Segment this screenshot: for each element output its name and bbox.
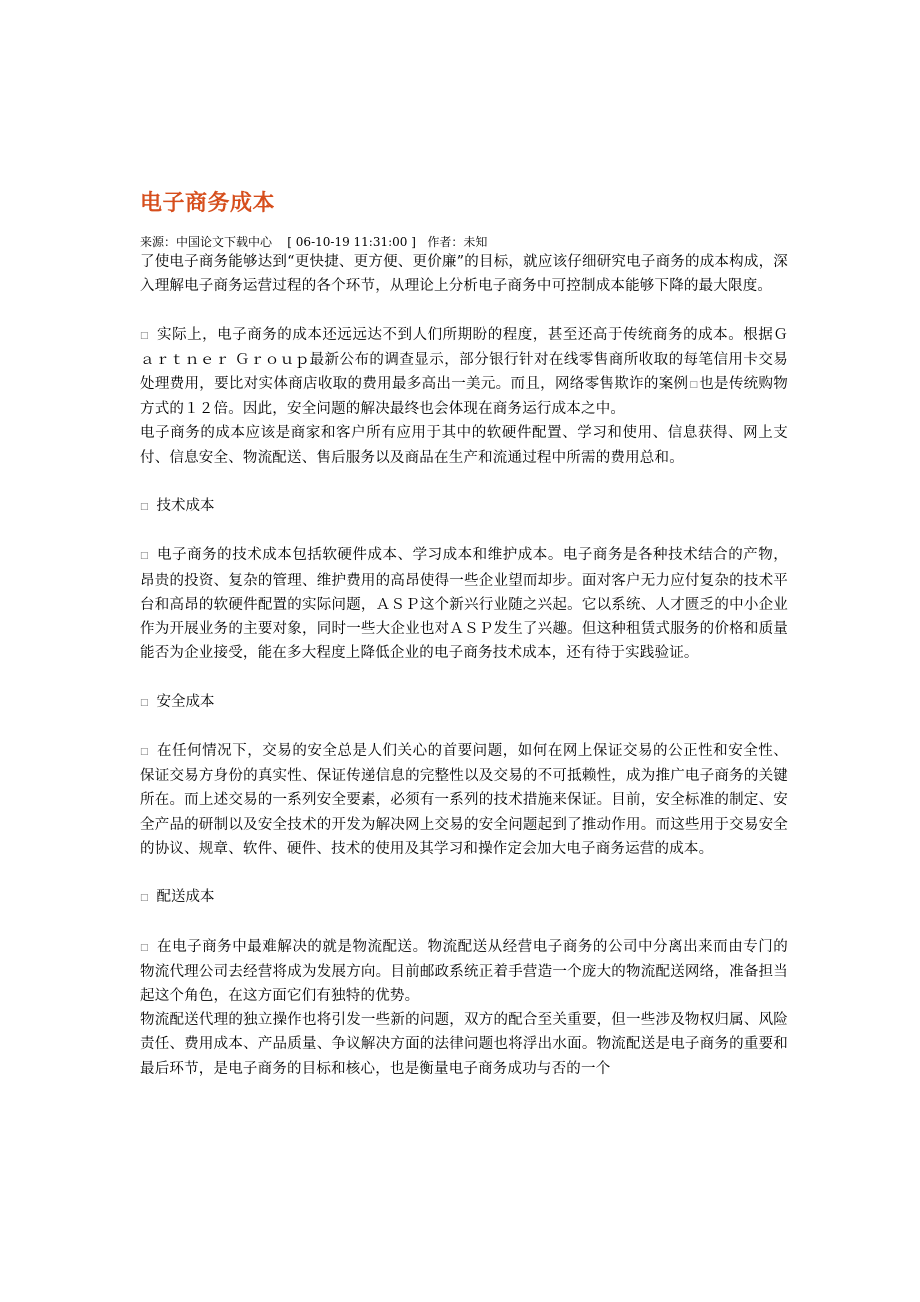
source-label: 来源： bbox=[140, 235, 177, 249]
paragraph-text: 在任何情况下，交易的安全总是人们关心的首要问题，如何在网上保证交易的公正性和安全性、保证交易方身份的真实性、保证传递信息的完整性以及交易的不可抵赖性，成为推广电子商务的关键所在。而上述交易的一系列安全要素，必须有一系列的技术措施来保证。目前，安全标准的制定、安全产品的研制以及安全技术的开发为解决网上交易的安全问题起到了推动作用。而这些用于交易安全的协议、规章、软件、硬件、技术的使用及其学习和操作定会加大电子商务运营的成本。 bbox=[140, 742, 788, 857]
section-heading-delivery bbox=[140, 885, 788, 910]
missing-glyph-icon: □ bbox=[140, 502, 149, 512]
article bbox=[140, 188, 788, 1081]
missing-glyph-icon: □ bbox=[140, 746, 149, 757]
paragraph-security-cost bbox=[140, 739, 788, 861]
section-heading-tech bbox=[140, 494, 788, 519]
author-name: 未知 bbox=[463, 235, 488, 249]
author-label: 作者： bbox=[427, 235, 464, 249]
missing-glyph-icon: □ bbox=[140, 942, 149, 953]
paragraph-cost-definition: 电子商务的成本应该是商家和客户所有应用于其中的软硬件配置、学习和使用、信息获得、网上支付、信息安全、物流配送、售后服务以及商品在生产和流通过程中所需的费用总和。 bbox=[140, 425, 788, 466]
paragraph-text: 电子商务的技术成本包括软硬件成本、学习成本和维护成本。电子商务是各种技术结合的产物，昂贵的投资、复杂的管理、维护费用的高昂使得一些企业望而却步。面对客户无力应付复杂的技术平台和高昂的软硬件配置的实际问题，ＡＳＰ这个新兴行业随之兴起。它以系统、人才匮乏的中小企业作为开展业务的主要对象，同时一些大企业也对ＡＳＰ发生了兴趣。但这种租赁式服务的价格和质量能否为企业接受，能在多大程度上降低企业的电子商务技术成本，还有待于实践验证。 bbox=[140, 547, 788, 662]
missing-glyph-icon: □ bbox=[140, 330, 149, 341]
missing-glyph-icon: □ bbox=[140, 551, 149, 562]
section-heading-text: 安全成本 bbox=[156, 693, 215, 710]
section-heading-text: 配送成本 bbox=[156, 889, 215, 906]
article-title: 电子商务成本 bbox=[140, 191, 276, 216]
paragraph-text: 也是传统购物方式的１２倍。因此，安全问题的解决最终也会体现在商务运行成本之中。 bbox=[140, 376, 788, 418]
publish-datetime: [ 06-10-19 11:31:00 ] bbox=[287, 235, 416, 249]
paragraph-delivery-cost bbox=[140, 935, 788, 1009]
missing-glyph-icon: □ bbox=[689, 380, 699, 390]
paragraph-text: 实际上，电子商务的成本还远远达不到人们所期盼的程度，甚至还高于传统商务的成本。根据Ｇａｒｔｎｅｒ Ｇｒｏｕｐ最新公布的调查显示，部分银行针对在线零售商所收取的每笔信用卡交易处理费用，要比对实体商店收取的费用最多高出一美元。而且，网络零售欺诈的案例 bbox=[140, 326, 788, 392]
source-name: 中国论文下载中心 bbox=[176, 235, 273, 249]
article-meta bbox=[140, 234, 788, 250]
paragraph-delivery-issues: 物流配送代理的独立操作也将引发一些新的问题，双方的配合至关重要，但一些涉及物权归属、风险责任、费用成本、产品质量、争议解决方面的法律问题也将浮出水面。物流配送是电子商务的重要和最后环节，是电子商务的目标和核心，也是衡量电子商务成功与否的一个 bbox=[140, 1012, 788, 1077]
section-heading-text: 技术成本 bbox=[156, 498, 215, 514]
section-heading-security bbox=[140, 690, 788, 715]
paragraph-cost-reality bbox=[140, 323, 788, 422]
missing-glyph-icon: □ bbox=[140, 697, 149, 708]
paragraph-text: 在电子商务中最难解决的就是物流配送。物流配送从经营电子商务的公司中分离出来而由专门的物流代理公司去经营将成为发展方向。目前邮政系统正着手营造一个庞大的物流配送网络，准备担当起这个角色，在这方面它们有独特的优势。 bbox=[140, 938, 788, 1004]
intro-paragraph: 了使电子商务能够达到“更快捷、更方便、更价廉”的目标，就应该仔细研究电子商务的成本构成，深入理解电子商务运营过程的各个环节，从理论上分析电子商务中可控制成本能够下降的最大限度。 bbox=[140, 254, 788, 295]
paragraph-tech-cost bbox=[140, 543, 788, 665]
missing-glyph-icon: □ bbox=[140, 893, 149, 904]
